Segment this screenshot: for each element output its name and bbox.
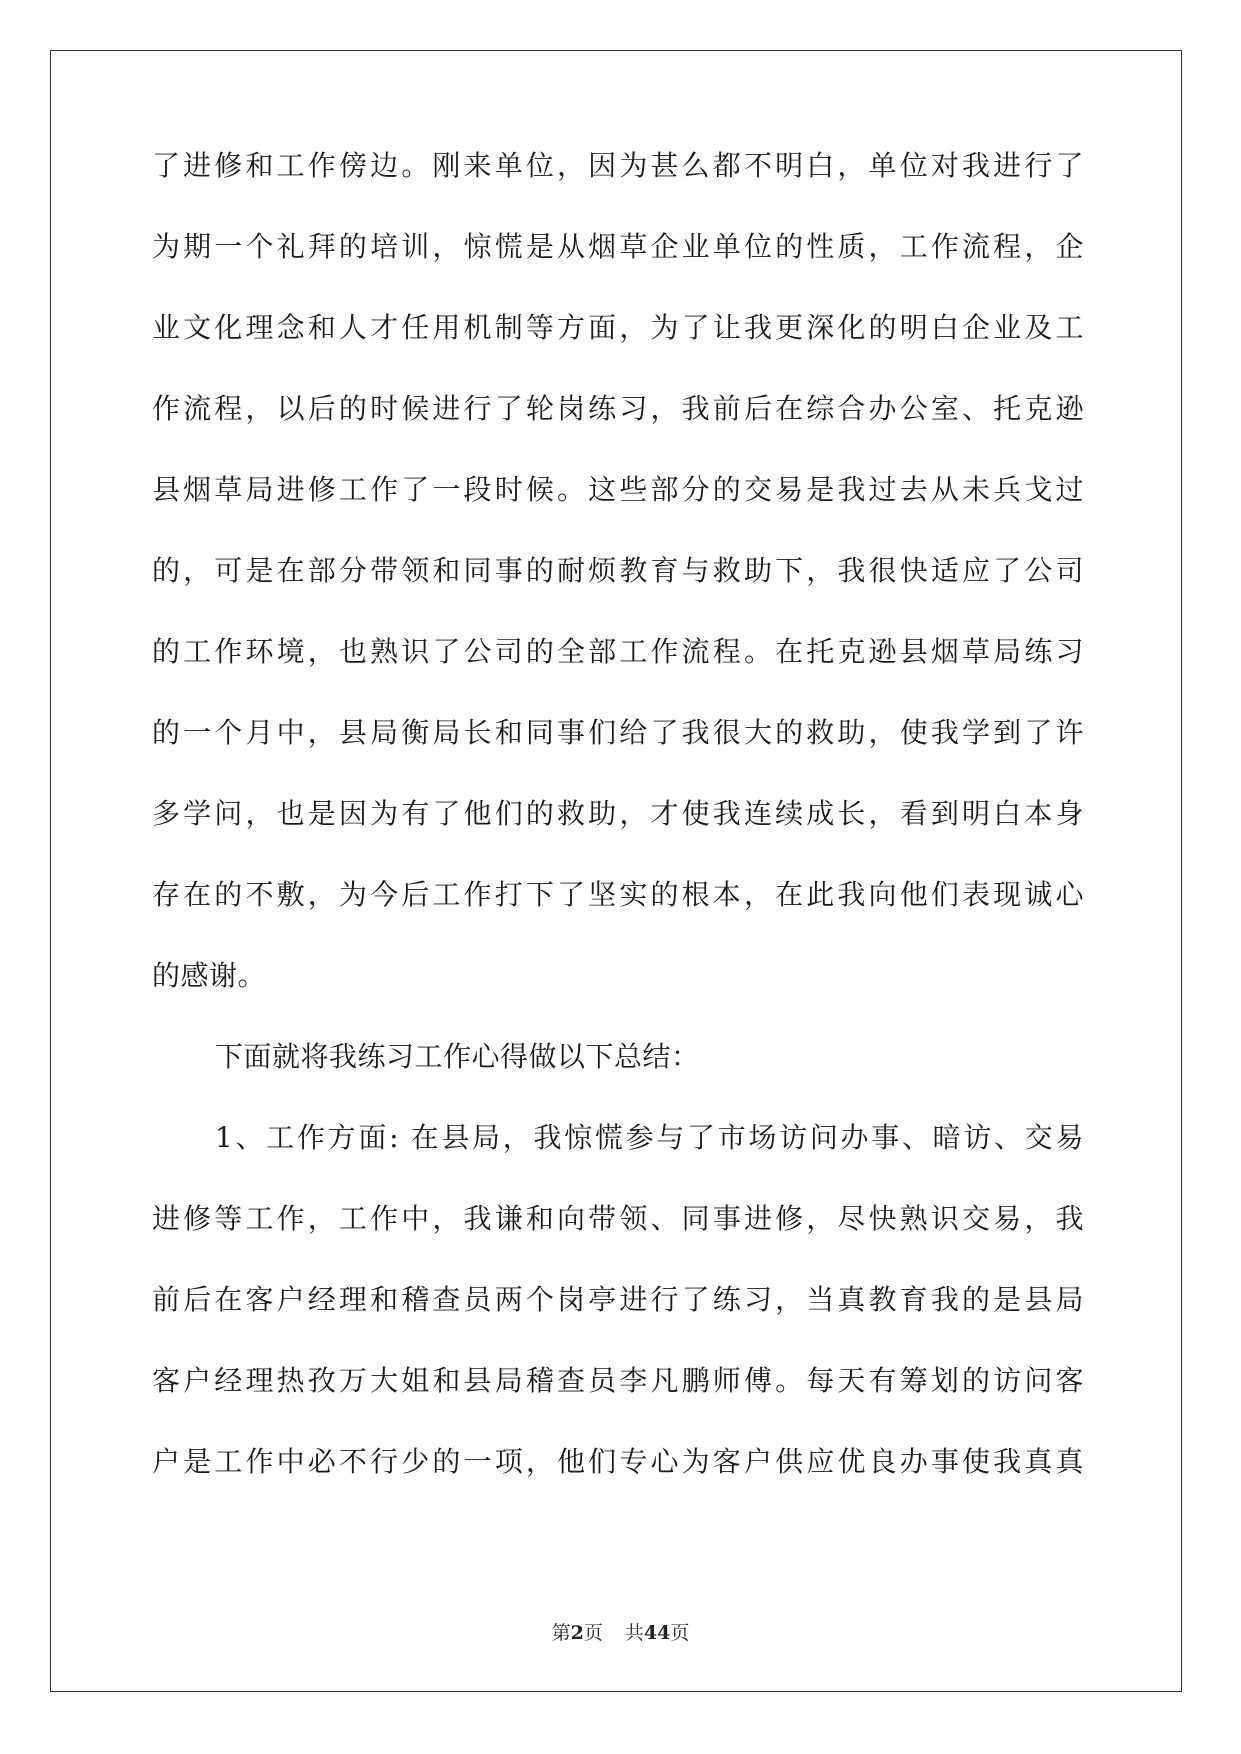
paragraph-start-line: 1、工作方面: 在县局，我惊慌参与了市场访问办事、暗访、交易: [215, 1121, 1084, 1154]
page-suffix: 页: [583, 1622, 603, 1644]
text-line: 了进修和工作傍边。刚来单位，因为甚么都不明白，单位对我进行了: [152, 149, 1084, 182]
text-line: 前后在客户经理和稽查员两个岗亭进行了练习，当真教育我的是县局: [152, 1283, 1084, 1316]
text-line: 作流程，以后的时候进行了轮岗练习，我前后在综合办公室、托克逊: [152, 392, 1084, 425]
text-line: 户是工作中必不行少的一项，他们专心为客户供应优良办事使我真真: [152, 1445, 1084, 1478]
page-footer: [0, 1618, 1241, 1645]
text-line: 的感谢。: [152, 959, 267, 992]
document-body: [152, 147, 1084, 1524]
text-line: 客户经理热孜万大姐和县局稽查员李凡鹏师傅。每天有筹划的访问客: [152, 1364, 1084, 1397]
text-line: 的一个月中，县局衡局长和同事们给了我很大的救助，使我学到了许: [152, 716, 1084, 749]
page-number: 2: [570, 1622, 584, 1644]
text-line: 存在的不敷，为今后工作打下了坚实的根本，在此我向他们表现诚心: [152, 878, 1084, 911]
paragraph-start-line: 下面就将我练习工作心得做以下总结：: [215, 1040, 700, 1073]
text-line: 业文化理念和人才任用机制等方面，为了让我更深化的明白企业及工: [152, 311, 1084, 344]
text-line: 的，可是在部分带领和同事的耐烦教育与救助下，我很快适应了公司: [152, 554, 1084, 587]
text-line: 县烟草局进修工作了一段时候。这些部分的交易是我过去从未兵戈过: [152, 473, 1084, 506]
page-prefix: 第: [551, 1622, 571, 1644]
total-pages: 44: [643, 1622, 671, 1644]
text-line: 为期一个礼拜的培训，惊慌是从烟草企业单位的性质，工作流程，企: [152, 230, 1084, 263]
text-line: 多学问，也是因为有了他们的救助，才使我连续成长，看到明白本身: [152, 797, 1084, 830]
text-line: 的工作环境，也熟识了公司的全部工作流程。在托克逊县烟草局练习: [152, 635, 1084, 668]
text-line: 进修等工作，工作中，我谦和向带领、同事进修，尽快熟识交易，我: [152, 1202, 1084, 1235]
total-prefix: 共: [624, 1622, 644, 1644]
total-suffix: 页: [670, 1622, 690, 1644]
